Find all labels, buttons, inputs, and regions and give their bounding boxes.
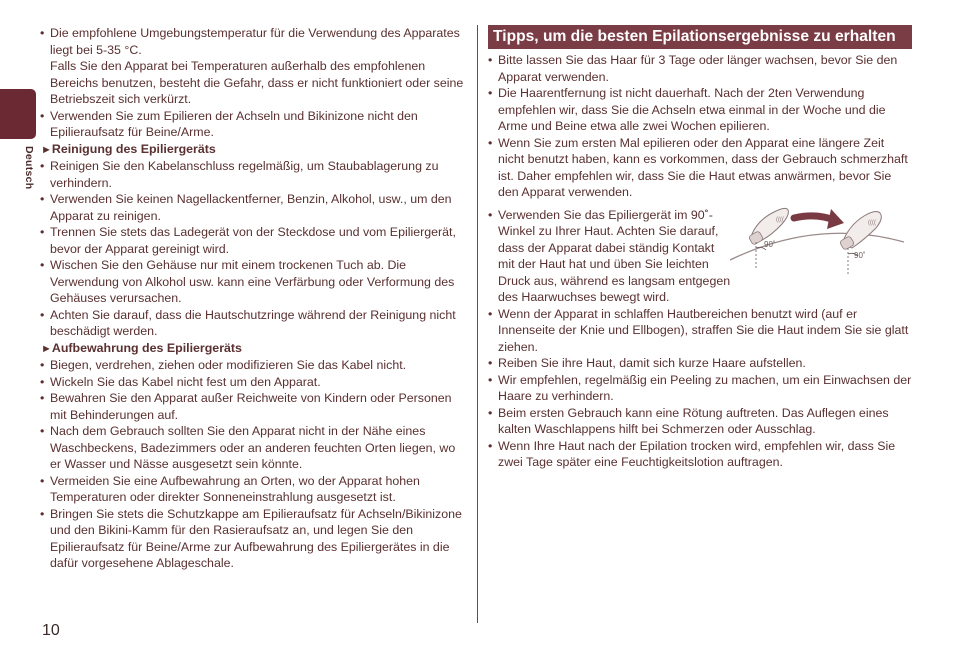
direction-arrow xyxy=(794,215,834,219)
list-item: • Wir empfehlen, regelmäßig ein Peeling zu machen, um ein Einwachsen der Haare zu verhindern. xyxy=(488,372,912,405)
list-item: • Nach dem Gebrauch sollten Sie den Apparat nicht in der Nähe eines Waschbeckens, Badezimmers oder an anderen feuchten Orten liegen, wo er Wasser und Nässe ausgesetzt sein könnte. xyxy=(40,423,468,473)
list-item: • Verwenden Sie keinen Nagellackentferner, Benzin, Alkohol, usw., um den Apparat zu reinigen. xyxy=(40,191,468,224)
epilator-device-1 xyxy=(748,208,788,268)
storage-heading-text: Aufbewahrung des Epiliergeräts xyxy=(51,340,242,355)
list-item: • Wickeln Sie das Kabel nicht fest um den Apparat. xyxy=(40,374,468,391)
list-item: • Reinigen Sie den Kabelanschluss regelmäßig, um Staubablagerung zu verhindern. xyxy=(40,158,468,191)
cleaning-heading-text: Reinigung des Epiliergeräts xyxy=(51,141,216,156)
list-item: • Reiben Sie ihre Haut, damit sich kurze Haare aufstellen. xyxy=(488,355,912,372)
list-item-text: Verwenden Sie das Epiliergerät im 90˚-Winkel zu Ihrer Haut. Achten Sie darauf, dass der Apparat dabei ständig Kontakt mit der Haut hat und üben Sie leichten Druck aus, während es langsam entgegen des Haarwuchses bewegt wird. xyxy=(498,207,731,304)
cleaning-heading xyxy=(40,141,468,159)
list-item: • Die Haarentfernung ist nicht dauerhaft. Nach der 2ten Verwendung empfehlen wir, dass Sie die Achseln etwa einmal in der Woche und die Arme und Beine etwa alle zwei Wochen epilieren. xyxy=(488,85,912,135)
left-column xyxy=(40,25,468,572)
angle-label-1: 90˚ xyxy=(764,239,776,249)
arrow-head xyxy=(827,209,844,229)
list-item: • Wischen Sie den Gehäuse nur mit einem trockenen Tuch ab. Die Verwendung von Alkohol usw. kann eine Verfärbung oder Verformung des Gehäuses verursachen. xyxy=(40,257,468,307)
list-item: • Wenn Ihre Haut nach der Epilation trocken wird, empfehlen wir, dass Sie zwei Tage später eine Feuchtigkeitslotion auftragen. xyxy=(488,438,912,471)
svg-text:((((: (((( xyxy=(776,216,784,223)
cleaning-list xyxy=(40,158,468,340)
list-item: • Achten Sie darauf, dass die Hautschutzringe während der Reinigung nicht beschädigt werden. xyxy=(40,307,468,340)
list-item: • Wenn der Apparat in schlaffen Hautbereichen benutzt wird (auf er Innenseite der Knie und Ellbogen), straffen Sie die Haut indem Sie sie glatt ziehen. xyxy=(488,306,912,356)
general-notes-list xyxy=(40,25,468,141)
triangle-right-icon: ► xyxy=(41,143,52,156)
epilator-device-2 xyxy=(839,211,881,273)
storage-heading xyxy=(40,340,468,358)
page-number: 10 xyxy=(42,622,60,639)
list-item: • Bitte lassen Sie das Haar für 3 Tage oder länger wachsen, bevor Sie den Apparat verwenden. xyxy=(488,52,912,85)
list-item-note: Falls Sie den Apparat bei Temperaturen außerhalb des empfohlenen Bereichs benutzen, besteht die Gefahr, dass er nicht funktioniert oder seine Betriebszeit sich verkürzt. xyxy=(50,59,464,106)
list-item: • Trennen Sie stets das Ladegerät von der Steckdose und vom Epiliergerät, bevor der Apparat gereinigt wird. xyxy=(40,224,468,257)
svg-text:((((: (((( xyxy=(868,219,876,226)
angle-label-2: 90˚ xyxy=(854,250,866,260)
triangle-right-icon: ► xyxy=(41,342,52,355)
column-divider xyxy=(477,25,478,623)
list-item xyxy=(40,108,468,141)
section-title: Tipps, um die besten Epilationsergebnisse zu erhalten xyxy=(488,25,912,49)
list-item-text: Verwenden Sie zum Epilieren der Achseln und Bikinizone nicht den Epilieraufsatz für Beine/Arme. xyxy=(50,108,418,139)
list-item: • Wenn Sie zum ersten Mal epilieren oder den Apparat eine längere Zeit nicht benutzt haben, kann es vorkommen, dass der Gebrauch schmerzhaft ist. Daher empfehlen wir, dass Sie die Haut etwas anwärmen, bevor Sie den Apparat verwenden. xyxy=(488,135,912,201)
list-item: • Bringen Sie stets die Schutzkappe am Epilieraufsatz für Achseln/Bikinizone und den Bikini-Kamm für den Rasieraufsatz an, und legen Sie den Epilieraufsatz für Beine/Arme zur Aufbewahrung des Epiliergerätes in die dafür vorgesehene Ablageschale. xyxy=(40,506,468,572)
list-item-text: Die empfohlene Umgebungstemperatur für die Verwendung des Apparates liegt bei 5-35 °C. xyxy=(50,26,460,57)
storage-list xyxy=(40,357,468,572)
epilator-angle-illustration xyxy=(730,204,904,278)
list-item: • Beim ersten Gebrauch kann eine Rötung auftreten. Das Auflegen eines kalten Waschlappens hilft bei Schmerzen oder Ausschlag. xyxy=(488,405,912,438)
list-item xyxy=(40,25,468,108)
tips-list xyxy=(488,52,912,471)
right-column xyxy=(488,25,912,471)
language-label: Deutsch xyxy=(23,146,35,190)
list-item: • Bewahren Sie den Apparat außer Reichweite von Kindern oder Personen mit Behinderungen auf. xyxy=(40,390,468,423)
list-item: • Biegen, verdrehen, ziehen oder modifizieren Sie das Kabel nicht. xyxy=(40,357,468,374)
language-tab xyxy=(0,89,36,139)
list-item: • Vermeiden Sie eine Aufbewahrung an Orten, wo der Apparat hohen Temperaturen oder direkter Sonneneinstrahlung ausgesetzt ist. xyxy=(40,473,468,506)
list-item-angle xyxy=(488,207,912,306)
